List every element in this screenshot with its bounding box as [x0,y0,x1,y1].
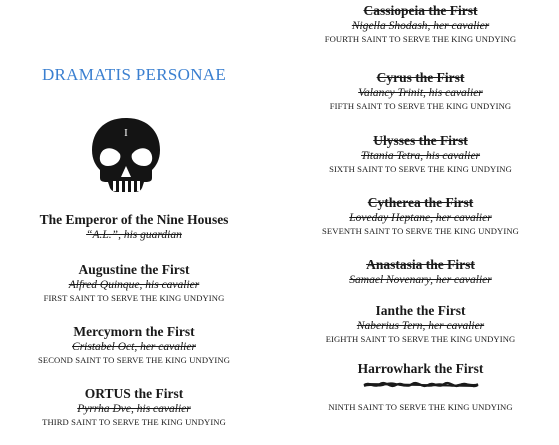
scribble-mark [362,380,480,390]
entry-saint-title: SIXTH SAINT TO SERVE THE KING UNDYING [329,164,512,174]
entry-house-2 [0,324,268,366]
entry-name: Cytherea the First [367,195,474,210]
entry-house-9 [282,361,559,413]
entry-name: Augustine the First [78,262,190,277]
entry-name: Harrowhark the First [357,361,484,376]
entry-cavalier: Titania Tetra, his cavalier [360,150,481,162]
entry-saint-title: THIRD SAINT TO SERVE THE KING UNDYING [42,417,226,427]
skull-numeral: I [124,127,128,139]
entry-name: Cassiopeia the First [363,3,478,18]
entry-name: Ulysses the First [373,133,468,148]
skull-graphic [86,116,166,198]
entry-house-1 [0,262,268,304]
entry-cavalier-scribbled [282,377,559,391]
entry-house-8 [282,303,559,345]
entry-guardian: “A.L.”, his guardian [86,229,182,241]
entry-cavalier: Alfred Quinque, his cavalier [68,279,200,291]
skull-icon [86,116,166,198]
entry-cavalier: Pyrrha Dve, his cavalier [77,403,191,415]
entry-house-3 [0,386,268,428]
entry-house-7 [282,195,559,237]
entry-house-4 [282,3,559,45]
entry-emperor [0,212,268,242]
entry-name: Ianthe the First [375,303,466,318]
entry-saint-title: SECOND SAINT TO SERVE THE KING UNDYING [37,355,231,365]
entry-cavalier: Cristabel Oct, her cavalier [72,341,196,353]
entry-cavalier: Naberius Tern, her cavalier [356,320,485,332]
entry-saint-title: FIRST SAINT TO SERVE THE KING UNDYING [43,293,225,303]
entry-saint-title: SEVENTH SAINT TO SERVE THE KING UNDYING [322,226,519,236]
entry-cavalier: Valancy Trinit, his cavalier [358,87,483,99]
entry-cavalier: Nigella Shodash, her cavalier [351,20,490,32]
entry-saint-title: FIFTH SAINT TO SERVE THE KING UNDYING [329,101,512,111]
page-title: DRAMATIS PERSONAE [41,65,227,84]
entry-name: Cyrus the First [376,70,465,85]
entry-house-anastasia [282,257,559,287]
entry-cavalier: Loveday Heptane, her cavalier [349,212,492,224]
entry-name: ORTUS the First [84,386,184,401]
entry-house-6 [282,133,559,175]
entry-cavalier: Samael Novenary, her cavalier [349,274,492,286]
entry-name: The Emperor of the Nine Houses [39,212,229,227]
entry-saint-title: FOURTH SAINT TO SERVE THE KING UNDYING [324,34,517,44]
entry-saint-title: NINTH SAINT TO SERVE THE KING UNDYING [328,402,513,412]
entry-saint-title: EIGHTH SAINT TO SERVE THE KING UNDYING [325,334,516,344]
entry-house-5 [282,70,559,112]
entry-name: Anastasia the First [366,257,475,272]
entry-name: Mercymorn the First [73,324,195,339]
